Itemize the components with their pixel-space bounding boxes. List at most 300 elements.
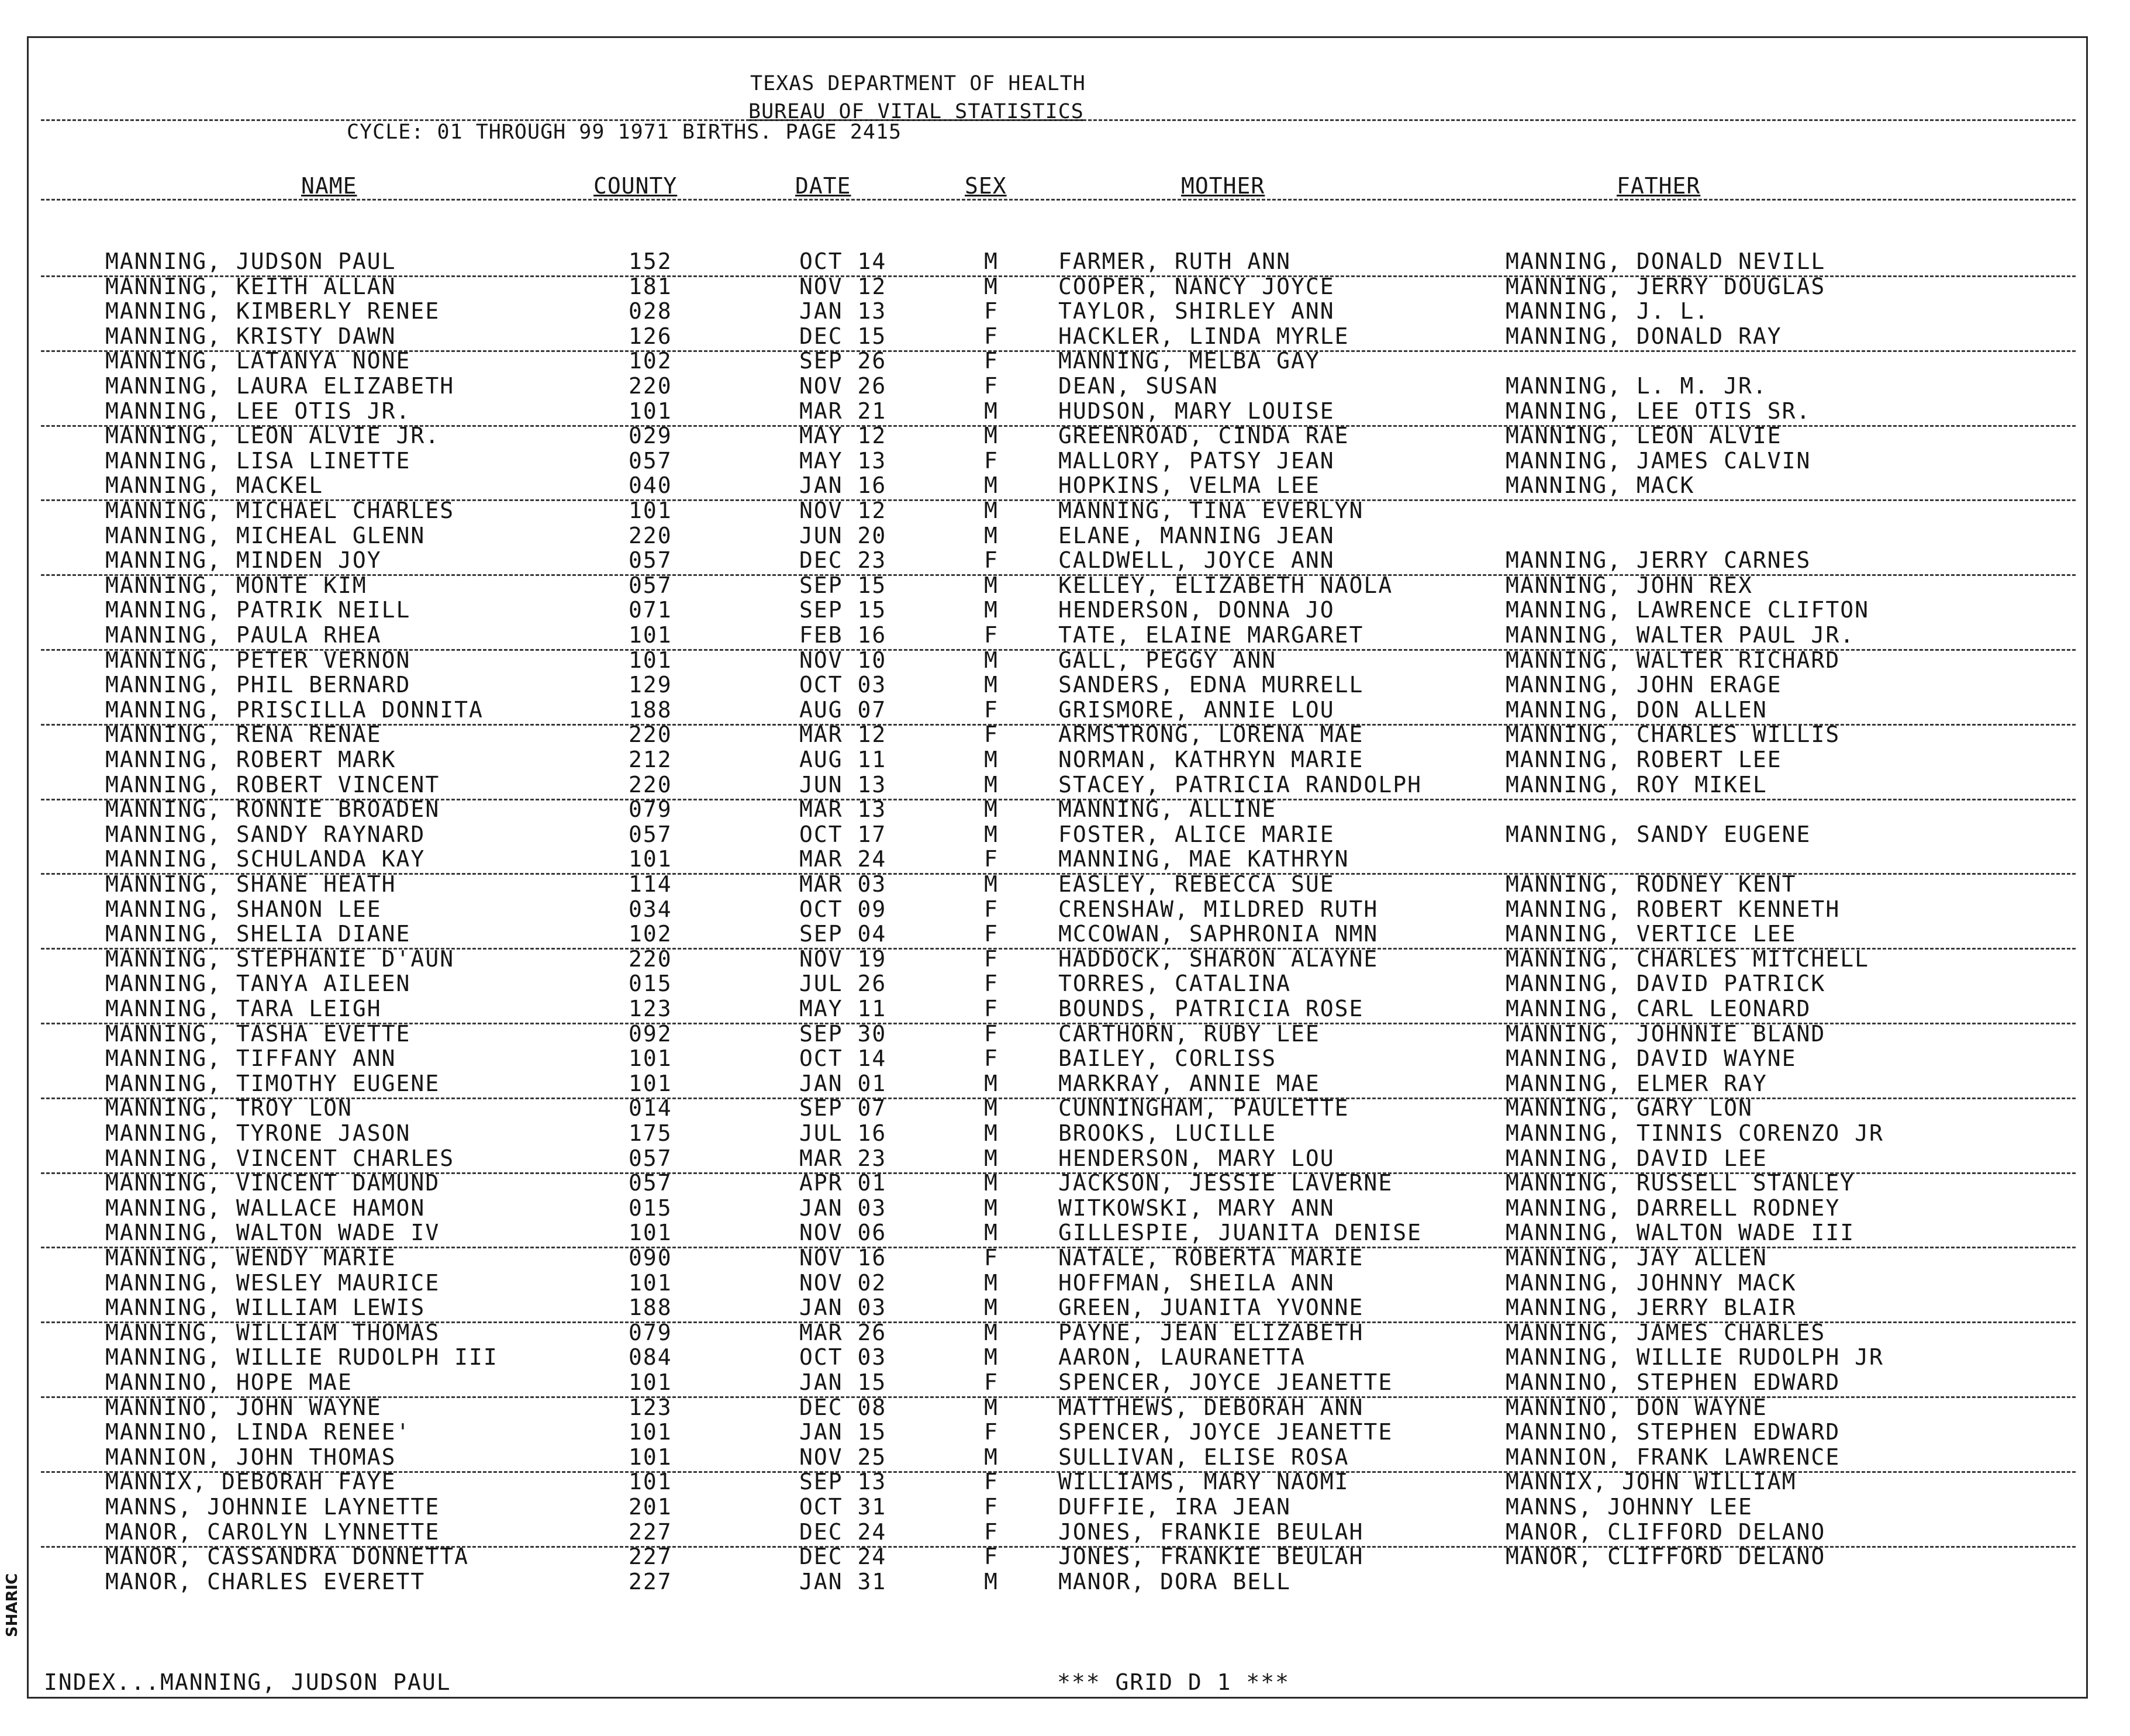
record-county: 057 xyxy=(629,448,672,474)
record-mother: NATALE, ROBERTA MARIE xyxy=(1058,1245,1364,1271)
record-mother: MANNING, ALLINE xyxy=(1058,796,1277,822)
record-sex: M xyxy=(984,597,999,623)
column-header-name: NAME xyxy=(301,173,357,199)
record-father: MANNING, WALTER PAUL JR. xyxy=(1506,622,1855,648)
record-mother: HOPKINS, VELMA LEE xyxy=(1058,472,1320,498)
record-sex: M xyxy=(984,1071,999,1096)
record-mother: TAYLOR, SHIRLEY ANN xyxy=(1058,298,1335,324)
record-name: MANNING, LEON ALVIE JR. xyxy=(105,423,440,448)
record-name: MANNION, JOHN THOMAS xyxy=(105,1444,396,1470)
record-father: MANNING, GARY LON xyxy=(1506,1095,1753,1121)
record-mother: CALDWELL, JOYCE ANN xyxy=(1058,547,1335,573)
record-date: OCT 14 xyxy=(799,1045,887,1071)
record-name: MANNING, WENDY MARIE xyxy=(105,1245,396,1271)
record-name: MANNINO, JOHN WAYNE xyxy=(105,1395,382,1420)
record-name: MANNIX, DEBORAH FAYE xyxy=(105,1469,396,1495)
side-operator-label: SHARIC xyxy=(4,1573,21,1637)
record-date: NOV 06 xyxy=(799,1220,887,1245)
record-mother: MANOR, DORA BELL xyxy=(1058,1569,1292,1595)
record-name: MANNING, PETER VERNON xyxy=(105,647,411,673)
record-date: MAR 13 xyxy=(799,796,887,822)
record-sex: M xyxy=(984,1220,999,1245)
record-sex: F xyxy=(984,1369,999,1395)
record-mother: KELLEY, ELIZABETH NAOLA xyxy=(1058,572,1393,598)
record-father: MANNION, FRANK LAWRENCE xyxy=(1506,1444,1841,1470)
record-mother: CUNNINGHAM, PAULETTE xyxy=(1058,1095,1349,1121)
record-mother: MATTHEWS, DEBORAH ANN xyxy=(1058,1395,1364,1420)
record-name: MANNING, WILLIAM THOMAS xyxy=(105,1320,440,1345)
record-name: MANNING, RONNIE BROADEN xyxy=(105,796,440,822)
record-county: 057 xyxy=(629,547,672,573)
column-header-sex: SEX xyxy=(965,173,1007,199)
record-mother: FOSTER, ALICE MARIE xyxy=(1058,822,1335,847)
record-sex: M xyxy=(984,1295,999,1320)
record-county: 114 xyxy=(629,871,672,897)
record-date: MAR 26 xyxy=(799,1320,887,1345)
record-mother: STACEY, PATRICIA RANDOLPH xyxy=(1058,772,1422,798)
record-mother: GRISMORE, ANNIE LOU xyxy=(1058,697,1335,723)
record-sex: F xyxy=(984,1494,999,1520)
record-father: MANNING, JAY ALLEN xyxy=(1506,1245,1767,1271)
record-date: MAR 21 xyxy=(799,398,887,424)
record-mother: GILLESPIE, JUANITA DENISE xyxy=(1058,1220,1422,1245)
record-name: MANNING, WALTON WADE IV xyxy=(105,1220,440,1245)
record-mother: DEAN, SUSAN xyxy=(1058,373,1218,399)
column-header-date: DATE xyxy=(795,173,851,199)
header-agency: TEXAS DEPARTMENT OF HEALTH xyxy=(750,72,1086,95)
record-mother: CARTHORN, RUBY LEE xyxy=(1058,1021,1320,1047)
record-county: 101 xyxy=(629,1469,672,1495)
record-mother: HENDERSON, DONNA JO xyxy=(1058,597,1335,623)
record-sex: F xyxy=(984,1544,999,1569)
record-father: MANNING, CHARLES MITCHELL xyxy=(1506,946,1869,972)
record-father: MANOR, CLIFFORD DELANO xyxy=(1506,1544,1826,1569)
record-sex: M xyxy=(984,498,999,523)
record-county: 101 xyxy=(629,1419,672,1445)
record-date: OCT 03 xyxy=(799,672,887,698)
record-mother: BOUNDS, PATRICIA ROSE xyxy=(1058,996,1364,1021)
record-date: NOV 10 xyxy=(799,647,887,673)
record-father: MANNING, ROBERT KENNETH xyxy=(1506,896,1841,922)
record-name: MANNING, LEE OTIS JR. xyxy=(105,398,411,424)
record-sex: F xyxy=(984,996,999,1021)
record-name: MANNING, MACKEL xyxy=(105,472,324,498)
record-father: MANNING, JERRY DOUGLAS xyxy=(1506,274,1826,299)
record-mother: MARKRAY, ANNIE MAE xyxy=(1058,1071,1320,1096)
footer-index: INDEX...MANNING, JUDSON PAUL xyxy=(44,1669,451,1695)
record-county: 092 xyxy=(629,1021,672,1047)
record-date: JAN 31 xyxy=(799,1569,887,1595)
record-county: 101 xyxy=(629,622,672,648)
record-name: MANNING, ROBERT MARK xyxy=(105,747,396,772)
record-father: MANNING, RODNEY KENT xyxy=(1506,871,1797,897)
record-date: SEP 07 xyxy=(799,1095,887,1121)
record-mother: TORRES, CATALINA xyxy=(1058,971,1292,996)
record-date: NOV 02 xyxy=(799,1270,887,1296)
record-name: MANNING, RENA RENAE xyxy=(105,722,382,747)
record-sex: F xyxy=(984,1519,999,1545)
record-mother: SPENCER, JOYCE JEANETTE xyxy=(1058,1419,1393,1445)
record-sex: F xyxy=(984,547,999,573)
record-name: MANNING, PRISCILLA DONNITA xyxy=(105,697,484,723)
record-date: MAR 03 xyxy=(799,871,887,897)
record-sex: F xyxy=(984,323,999,349)
record-father: MANNING, JAMES CALVIN xyxy=(1506,448,1811,474)
record-mother: GREEN, JUANITA YVONNE xyxy=(1058,1295,1364,1320)
record-county: 126 xyxy=(629,323,672,349)
record-county: 175 xyxy=(629,1120,672,1146)
record-mother: JONES, FRANKIE BEULAH xyxy=(1058,1519,1364,1545)
record-date: JUL 26 xyxy=(799,971,887,996)
record-sex: F xyxy=(984,373,999,399)
header-divider-top xyxy=(41,119,2076,121)
record-county: 220 xyxy=(629,373,672,399)
record-name: MANNING, WESLEY MAURICE xyxy=(105,1270,440,1296)
record-county: 101 xyxy=(629,398,672,424)
record-sex: M xyxy=(984,1095,999,1121)
record-sex: M xyxy=(984,747,999,772)
record-father: MANNING, WILLIE RUDOLPH JR xyxy=(1506,1344,1884,1370)
record-name: MANNING, ROBERT VINCENT xyxy=(105,772,440,798)
record-county: 101 xyxy=(629,1071,672,1096)
record-date: MAY 13 xyxy=(799,448,887,474)
record-name: MANNING, KEITH ALLAN xyxy=(105,274,396,299)
record-name: MANNING, TARA LEIGH xyxy=(105,996,382,1021)
record-sex: M xyxy=(984,1320,999,1345)
record-date: NOV 12 xyxy=(799,498,887,523)
record-date: AUG 07 xyxy=(799,697,887,723)
header-bureau: BUREAU OF VITAL STATISTICS xyxy=(748,100,1084,123)
record-sex: M xyxy=(984,423,999,448)
record-sex: M xyxy=(984,1120,999,1146)
record-sex: F xyxy=(984,348,999,374)
record-father: MANNING, JOHN ERAGE xyxy=(1506,672,1782,698)
record-sex: M xyxy=(984,1195,999,1221)
record-mother: MANNING, MAE KATHRYN xyxy=(1058,846,1349,872)
record-date: JUL 16 xyxy=(799,1120,887,1146)
record-date: SEP 26 xyxy=(799,348,887,374)
record-name: MANNING, LATANYA NONE xyxy=(105,348,411,374)
record-father: MANNING, MACK xyxy=(1506,472,1695,498)
record-mother: PAYNE, JEAN ELIZABETH xyxy=(1058,1320,1364,1345)
record-county: 034 xyxy=(629,896,672,922)
record-county: 015 xyxy=(629,971,672,996)
record-sex: F xyxy=(984,722,999,747)
record-sex: M xyxy=(984,1344,999,1370)
record-sex: M xyxy=(984,871,999,897)
record-father: MANNING, RUSSELL STANLEY xyxy=(1506,1170,1855,1196)
record-name: MANNING, TIMOTHY EUGENE xyxy=(105,1071,440,1096)
record-county: 029 xyxy=(629,423,672,448)
record-mother: JACKSON, JESSIE LAVERNE xyxy=(1058,1170,1393,1196)
record-name: MANNING, SHANON LEE xyxy=(105,896,382,922)
record-father: MANNING, ELMER RAY xyxy=(1506,1071,1767,1096)
record-date: APR 01 xyxy=(799,1170,887,1196)
record-date: JUN 20 xyxy=(799,523,887,548)
record-sex: M xyxy=(984,523,999,548)
record-sex: F xyxy=(984,846,999,872)
record-name: MANNING, LISA LINETTE xyxy=(105,448,411,474)
record-sex: F xyxy=(984,971,999,996)
record-sex: F xyxy=(984,298,999,324)
record-date: MAY 12 xyxy=(799,423,887,448)
record-mother: EASLEY, REBECCA SUE xyxy=(1058,871,1335,897)
record-county: 220 xyxy=(629,772,672,798)
record-date: DEC 23 xyxy=(799,547,887,573)
header-cycle: CYCLE: 01 THROUGH 99 1971 BIRTHS. PAGE 2415 xyxy=(347,120,902,144)
record-date: FEB 16 xyxy=(799,622,887,648)
record-sex: M xyxy=(984,1170,999,1196)
record-mother: SANDERS, EDNA MURRELL xyxy=(1058,672,1364,698)
record-father: MANNING, JOHNNY MACK xyxy=(1506,1270,1797,1296)
record-name: MANNING, TASHA EVETTE xyxy=(105,1021,411,1047)
record-sex: M xyxy=(984,1145,999,1171)
record-father: MANNIX, JOHN WILLIAM xyxy=(1506,1469,1797,1495)
record-date: SEP 15 xyxy=(799,572,887,598)
record-date: JAN 16 xyxy=(799,472,887,498)
record-county: 014 xyxy=(629,1095,672,1121)
record-county: 101 xyxy=(629,1220,672,1245)
record-father: MANNINO, STEPHEN EDWARD xyxy=(1506,1369,1841,1395)
record-mother: GREENROAD, CINDA RAE xyxy=(1058,423,1349,448)
record-county: 101 xyxy=(629,846,672,872)
record-date: OCT 17 xyxy=(799,822,887,847)
record-county: 101 xyxy=(629,647,672,673)
record-mother: COOPER, NANCY JOYCE xyxy=(1058,274,1335,299)
record-county: 101 xyxy=(629,1369,672,1395)
record-county: 227 xyxy=(629,1569,672,1595)
record-county: 015 xyxy=(629,1195,672,1221)
record-father: MANNING, DONALD NEVILL xyxy=(1506,249,1826,274)
record-mother: ELANE, MANNING JEAN xyxy=(1058,523,1335,548)
record-name: MANNING, TANYA AILEEN xyxy=(105,971,411,996)
record-county: 212 xyxy=(629,747,672,772)
record-father: MANNING, CARL LEONARD xyxy=(1506,996,1811,1021)
record-father: MANNING, JERRY BLAIR xyxy=(1506,1295,1797,1320)
record-county: 101 xyxy=(629,1045,672,1071)
record-mother: JONES, FRANKIE BEULAH xyxy=(1058,1544,1364,1569)
footer-grid: *** GRID D 1 *** xyxy=(1057,1669,1290,1695)
record-father: MANNING, ROY MIKEL xyxy=(1506,772,1767,798)
record-date: SEP 04 xyxy=(799,921,887,947)
record-father: MANNING, DAVID PATRICK xyxy=(1506,971,1826,996)
record-mother: SPENCER, JOYCE JEANETTE xyxy=(1058,1369,1393,1395)
record-county: 181 xyxy=(629,274,672,299)
record-father: MANNING, JOHN REX xyxy=(1506,572,1753,598)
record-father: MANNING, DAVID LEE xyxy=(1506,1145,1767,1171)
record-county: 220 xyxy=(629,946,672,972)
record-mother: SULLIVAN, ELISE ROSA xyxy=(1058,1444,1349,1470)
record-mother: NORMAN, KATHRYN MARIE xyxy=(1058,747,1364,772)
record-sex: F xyxy=(984,1469,999,1495)
record-mother: DUFFIE, IRA JEAN xyxy=(1058,1494,1292,1520)
record-father: MANNING, DARRELL RODNEY xyxy=(1506,1195,1841,1221)
record-name: MANOR, CASSANDRA DONNETTA xyxy=(105,1544,469,1569)
record-county: 220 xyxy=(629,722,672,747)
record-name: MANNING, TYRONE JASON xyxy=(105,1120,411,1146)
record-name: MANNING, STEPHANIE D'AUN xyxy=(105,946,455,972)
record-name: MANNING, MICHEAL GLENN xyxy=(105,523,426,548)
record-county: 101 xyxy=(629,1444,672,1470)
record-name: MANNING, MINDEN JOY xyxy=(105,547,382,573)
record-father: MANNING, WALTER RICHARD xyxy=(1506,647,1841,673)
record-date: NOV 12 xyxy=(799,274,887,299)
record-father: MANNING, J. L. xyxy=(1506,298,1710,324)
record-father: MANNING, JOHNNIE BLAND xyxy=(1506,1021,1826,1047)
record-sex: M xyxy=(984,822,999,847)
record-county: 057 xyxy=(629,572,672,598)
record-mother: GALL, PEGGY ANN xyxy=(1058,647,1277,673)
record-date: OCT 31 xyxy=(799,1494,887,1520)
record-name: MANNING, LAURA ELIZABETH xyxy=(105,373,455,399)
record-sex: M xyxy=(984,398,999,424)
record-mother: WITKOWSKI, MARY ANN xyxy=(1058,1195,1335,1221)
record-name: MANNING, SANDY RAYNARD xyxy=(105,822,426,847)
record-father: MANNING, SANDY EUGENE xyxy=(1506,822,1811,847)
record-sex: M xyxy=(984,1270,999,1296)
record-name: MANNING, WILLIAM LEWIS xyxy=(105,1295,426,1320)
record-name: MANNING, PHIL BERNARD xyxy=(105,672,411,698)
record-sex: F xyxy=(984,1021,999,1047)
record-date: SEP 13 xyxy=(799,1469,887,1495)
record-name: MANNING, VINCENT DAMUND xyxy=(105,1170,440,1196)
record-name: MANNING, JUDSON PAUL xyxy=(105,249,396,274)
record-father: MANNING, VERTICE LEE xyxy=(1506,921,1797,947)
record-county: 220 xyxy=(629,523,672,548)
column-header-divider xyxy=(41,199,2076,201)
column-header-father: FATHER xyxy=(1617,173,1701,199)
record-county: 201 xyxy=(629,1494,672,1520)
record-sex: M xyxy=(984,1444,999,1470)
record-name: MANNING, SHELIA DIANE xyxy=(105,921,411,947)
record-county: 227 xyxy=(629,1519,672,1545)
record-mother: HOFFMAN, SHEILA ANN xyxy=(1058,1270,1335,1296)
record-sex: M xyxy=(984,249,999,274)
record-name: MANNING, KIMBERLY RENEE xyxy=(105,298,440,324)
record-sex: M xyxy=(984,772,999,798)
record-county: 079 xyxy=(629,1320,672,1345)
record-sex: F xyxy=(984,448,999,474)
record-county: 188 xyxy=(629,1295,672,1320)
record-mother: HENDERSON, MARY LOU xyxy=(1058,1145,1335,1171)
record-date: JUN 13 xyxy=(799,772,887,798)
record-name: MANNING, SHANE HEATH xyxy=(105,871,396,897)
record-father: MANNINO, STEPHEN EDWARD xyxy=(1506,1419,1841,1445)
record-father: MANNING, WALTON WADE III xyxy=(1506,1220,1855,1245)
record-date: MAR 12 xyxy=(799,722,887,747)
record-father: MANNING, DAVID WAYNE xyxy=(1506,1045,1797,1071)
record-date: JAN 15 xyxy=(799,1419,887,1445)
record-county: 102 xyxy=(629,921,672,947)
record-sex: F xyxy=(984,1045,999,1071)
record-father: MANNINO, DON WAYNE xyxy=(1506,1395,1767,1420)
record-name: MANOR, CAROLYN LYNNETTE xyxy=(105,1519,440,1545)
record-sex: M xyxy=(984,1395,999,1420)
record-father: MANNING, L. M. JR. xyxy=(1506,373,1767,399)
record-sex: M xyxy=(984,796,999,822)
record-date: JAN 03 xyxy=(799,1195,887,1221)
record-date: MAR 23 xyxy=(799,1145,887,1171)
record-sex: F xyxy=(984,896,999,922)
record-father: MANNING, CHARLES WILLIS xyxy=(1506,722,1841,747)
record-date: SEP 30 xyxy=(799,1021,887,1047)
record-name: MANNS, JOHNNIE LAYNETTE xyxy=(105,1494,440,1520)
record-county: 090 xyxy=(629,1245,672,1271)
record-mother: MANNING, MELBA GAY xyxy=(1058,348,1320,374)
record-mother: CRENSHAW, MILDRED RUTH xyxy=(1058,896,1379,922)
record-date: DEC 15 xyxy=(799,323,887,349)
column-header-mother: MOTHER xyxy=(1181,173,1265,199)
record-mother: HADDOCK, SHARON ALAYNE xyxy=(1058,946,1379,972)
record-sex: M xyxy=(984,572,999,598)
record-mother: BAILEY, CORLISS xyxy=(1058,1045,1277,1071)
record-father: MANNS, JOHNNY LEE xyxy=(1506,1494,1753,1520)
record-mother: WILLIAMS, MARY NAOMI xyxy=(1058,1469,1349,1495)
record-county: 028 xyxy=(629,298,672,324)
record-mother: MALLORY, PATSY JEAN xyxy=(1058,448,1335,474)
record-date: AUG 11 xyxy=(799,747,887,772)
record-county: 071 xyxy=(629,597,672,623)
record-date: DEC 08 xyxy=(799,1395,887,1420)
record-sex: F xyxy=(984,697,999,723)
record-sex: M xyxy=(984,672,999,698)
record-county: 084 xyxy=(629,1344,672,1370)
record-date: MAY 11 xyxy=(799,996,887,1021)
record-father: MANNING, LEE OTIS SR. xyxy=(1506,398,1811,424)
record-date: SEP 15 xyxy=(799,597,887,623)
record-sex: F xyxy=(984,1245,999,1271)
record-date: NOV 25 xyxy=(799,1444,887,1470)
record-date: OCT 14 xyxy=(799,249,887,274)
record-mother: FARMER, RUTH ANN xyxy=(1058,249,1292,274)
record-name: MANNINO, LINDA RENEE' xyxy=(105,1419,411,1445)
record-name: MANNING, WALLACE HAMON xyxy=(105,1195,426,1221)
record-name: MANNING, TROY LON xyxy=(105,1095,353,1121)
record-county: 123 xyxy=(629,1395,672,1420)
record-mother: HACKLER, LINDA MYRLE xyxy=(1058,323,1349,349)
record-date: DEC 24 xyxy=(799,1519,887,1545)
record-father: MANOR, CLIFFORD DELANO xyxy=(1506,1519,1826,1545)
record-name: MANNING, WILLIE RUDOLPH III xyxy=(105,1344,498,1370)
record-date: NOV 26 xyxy=(799,373,887,399)
record-name: MANOR, CHARLES EVERETT xyxy=(105,1569,426,1595)
record-date: JAN 15 xyxy=(799,1369,887,1395)
record-date: JAN 03 xyxy=(799,1295,887,1320)
record-sex: M xyxy=(984,274,999,299)
record-county: 123 xyxy=(629,996,672,1021)
record-date: JAN 01 xyxy=(799,1071,887,1096)
record-name: MANNING, VINCENT CHARLES xyxy=(105,1145,455,1171)
record-name: MANNING, SCHULANDA KAY xyxy=(105,846,426,872)
record-mother: MCCOWAN, SAPHRONIA NMN xyxy=(1058,921,1379,947)
record-county: 152 xyxy=(629,249,672,274)
record-county: 101 xyxy=(629,498,672,523)
record-sex: M xyxy=(984,1569,999,1595)
record-county: 057 xyxy=(629,1145,672,1171)
record-county: 079 xyxy=(629,796,672,822)
record-father: MANNING, TINNIS CORENZO JR xyxy=(1506,1120,1884,1146)
record-county: 188 xyxy=(629,697,672,723)
record-mother: TATE, ELAINE MARGARET xyxy=(1058,622,1364,648)
record-father: MANNING, DON ALLEN xyxy=(1506,697,1767,723)
record-county: 227 xyxy=(629,1544,672,1569)
record-county: 040 xyxy=(629,472,672,498)
record-county: 101 xyxy=(629,1270,672,1296)
record-sex: M xyxy=(984,472,999,498)
record-mother: AARON, LAURANETTA xyxy=(1058,1344,1306,1370)
record-date: JAN 13 xyxy=(799,298,887,324)
record-mother: ARMSTRONG, LORENA MAE xyxy=(1058,722,1364,747)
